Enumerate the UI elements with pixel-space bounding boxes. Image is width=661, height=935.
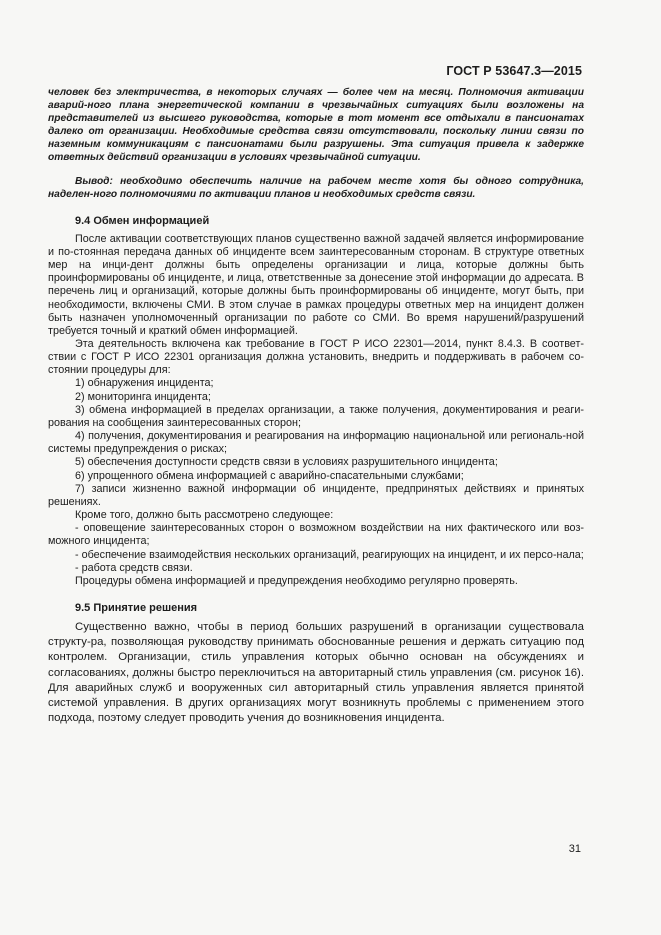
paragraph: После активации соответствующих планов существенно важной задачей является информирование и по-стоянная передача данных об инциденте всем заинтересованным сторонам. В структуре ответных мер на инци-дент должны быть определены организации и лица, которые должны быть проинформированы об инциденте, и лица, ответственные за донесение этой информации до адресата. В перечень лиц и организаций, которые должны быть проинформированы об инциденте, могут быть, при необходимости, включены СМИ. В этом случае в рамках процедуры ответных мер на инцидент должен быть назначен уполномоченный организации по работе со СМИ. Во время нарушений/разрушений требуется точный и краткий обмен информацией.	[48, 232, 584, 337]
intro-paragraph: человек без электричества, в некоторых случаях — более чем на месяц. Полномочия активации аварий-ного плана энергетической компании в чрезвычайных ситуациях были возложены на представителей из высшего руководства, которые в тот момент все отдыхали в пансионатах далеко от организации. Необходимые средства связи отсутствовали, поскольку линии связи по наземным коммуникациям с пансионатами были разрушены. Эта ситуация привела к задержке ответных действий организации в условиях чрезвычайной ситуации.	[48, 87, 584, 164]
document-code: ГОСТ Р 53647.3—2015	[446, 64, 582, 78]
section-9-5-heading: 9.5 Принятие решения	[75, 601, 198, 614]
list-item: 7) записи жизненно важной информации об инциденте, предпринятых действиях и принятых решениях.	[48, 482, 584, 508]
dash-list-item: - обеспечение взаимодействия нескольких организаций, реагирующих на инцидент, и их персо-нала;	[75, 548, 584, 561]
dash-list-item: - работа средств связи.	[75, 561, 193, 574]
list-item: 1) обнаружения инцидента;	[75, 377, 214, 390]
paragraph: Кроме того, должно быть рассмотрено следующее:	[75, 509, 334, 522]
paragraph: Эта деятельность включена как требование в ГОСТ Р ИСО 22301—2014, пункт 8.4.3. В соответ-ствии с ГОСТ Р ИСО 22301 организация должна установить, внедрить и поддерживать в рабочем со-стоянии процедуры для:	[48, 338, 584, 377]
dash-list-item: - оповещение заинтересованных сторон о возможном воздействии на них фактического или воз-можного инцидента;	[48, 522, 584, 548]
list-item: 3) обмена информацией в пределах организации, а также получения, документирования и реаги-рования на сообщения заинтересованных сторон;	[48, 403, 584, 429]
paragraph: Существенно важно, чтобы в период больших разрушений в организации существовала структу-ра, позволяющая руководству принимать обоснованные решения и держать ситуацию под контролем. Организации, стиль управления которых обычно основан на обсуждениях и согласованиях, должны быстро переключиться на авторитарный стиль управления (см. рисунок 16). Для аварийных служб и вооруженных сил авторитарный стиль управления является принятой системой управления. В других организациях могут возникнуть проблемы с применением этого подхода, поэтому следует проводить учения до возникновения инцидента.	[48, 620, 584, 725]
list-item: 4) получения, документирования и реагирования на информацию национальной или региональ-ной системы предупреждения о рисках;	[48, 430, 584, 456]
list-item: 5) обеспечения доступности средств связи в условиях разрушительного инцидента;	[75, 456, 498, 469]
page-content	[48, 86, 584, 726]
paragraph: Процедуры обмена информацией и предупреждения необходимо регулярно проверять.	[75, 574, 518, 587]
section-9-4-heading: 9.4 Обмен информацией	[75, 214, 210, 227]
conclusion-paragraph: Вывод: необходимо обеспечить наличие на рабочем месте хотя бы одного сотрудника, наделен-ного полномочиями по активации планов и необходимых средств связи.	[48, 175, 584, 200]
list-item: 2) мониторинга инцидента;	[75, 390, 211, 403]
list-item: 6) упрощенного обмена информацией с аварийно-спасательными службами;	[75, 469, 464, 482]
page-number: 31	[568, 843, 581, 855]
